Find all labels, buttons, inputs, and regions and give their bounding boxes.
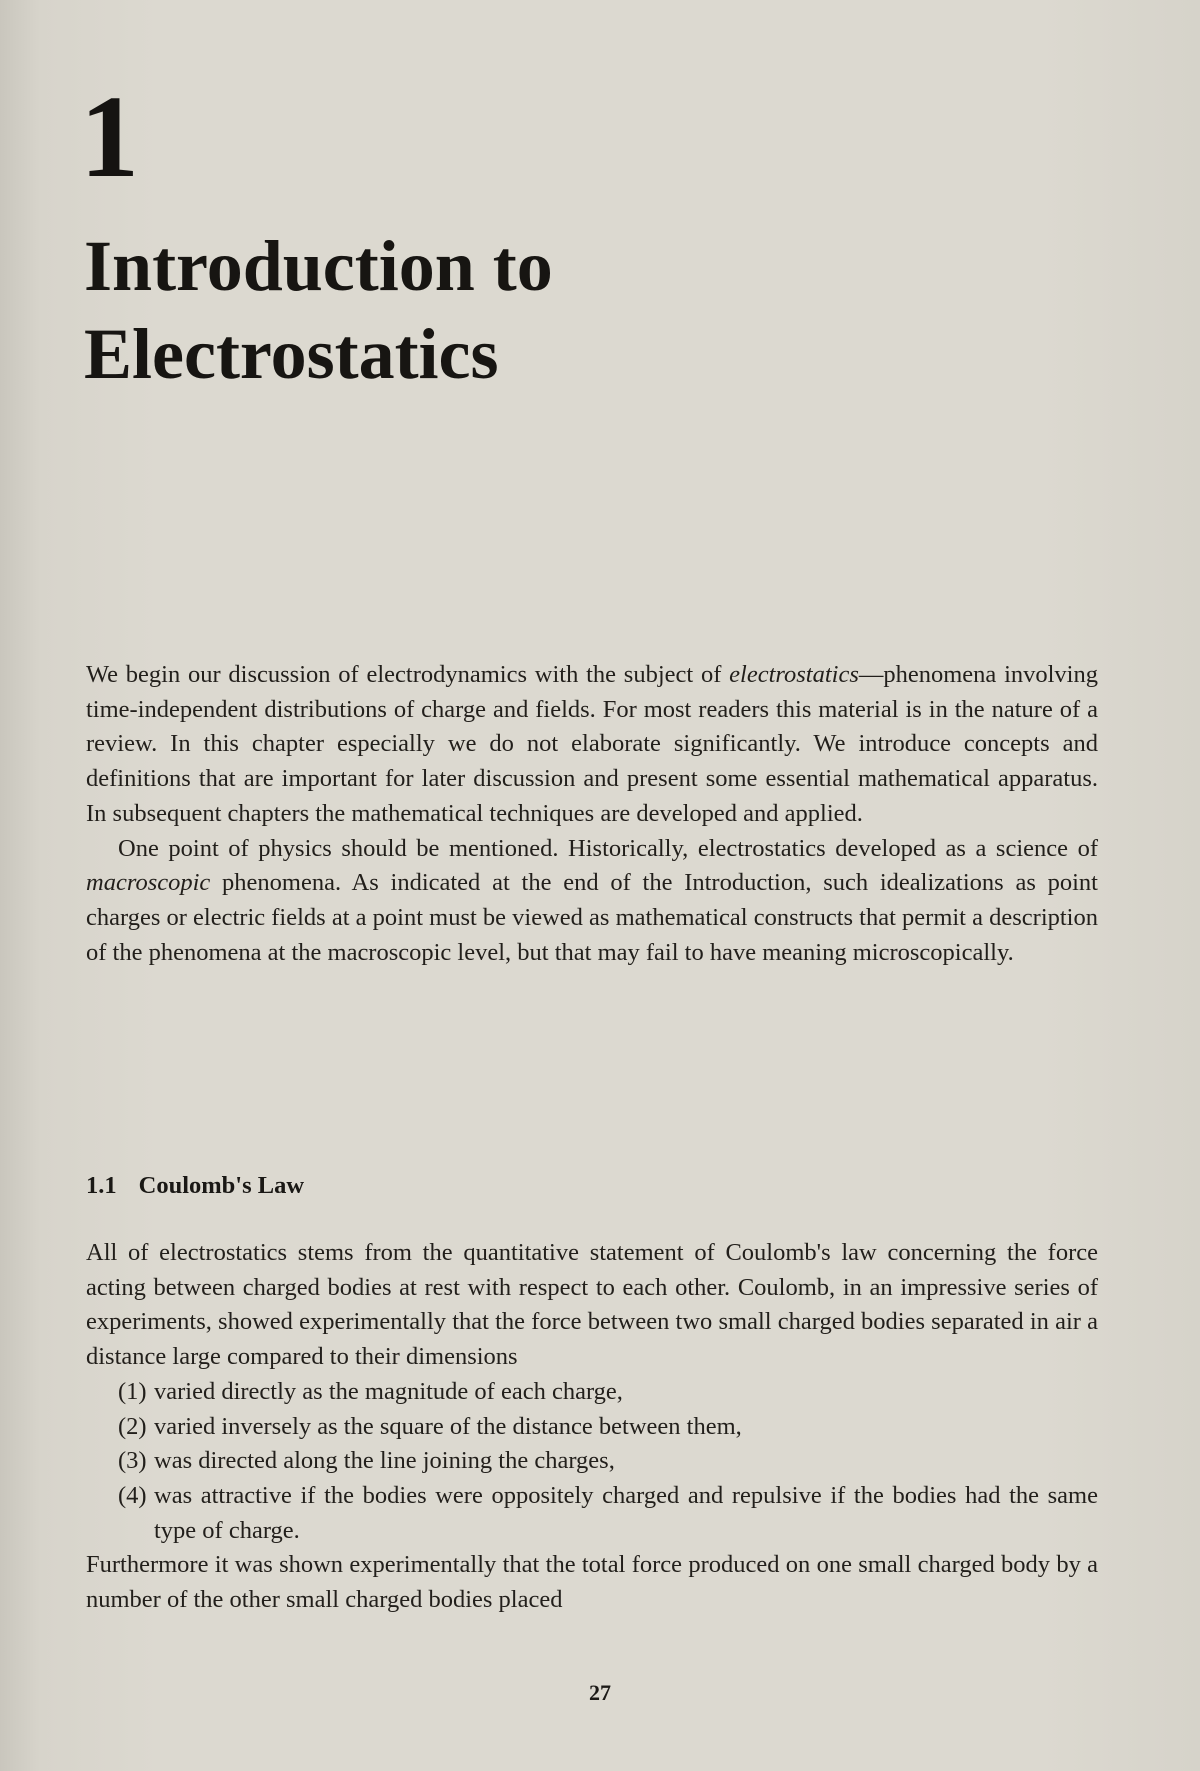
intro-p2-italic-term: macroscopic: [86, 869, 211, 897]
intro-paragraph-1: [86, 658, 1098, 832]
intro-p1-italic-term: electrostatics: [729, 661, 859, 688]
intro-p1-text-end: —phenomena involving time-independent distributions of charge and fields. For most readers this material is in the nature of a review. In this chapter especially we do not elaborate significantly. We introduce concepts and definitions that are important for later discussion and present some essential mathematical apparatus. In subsequent chapters the mathematical techniques are developed and applied.: [86, 661, 1098, 827]
list-item-text: varied directly as the magnitude of each charge,: [154, 1377, 623, 1405]
intro-p2-text-end: phenomena. As indicated at the end of the Introduction, such idealizations as point charges or electric fields at a point must be viewed as mathematical constructs that permit a description of the phenomena at the macroscopic level, but that may fail to have meaning microscopically.: [86, 869, 1098, 966]
chapter-number: 1: [80, 71, 139, 202]
page-number: 27: [589, 1680, 611, 1705]
continuation-paragraph: Furthermore it was shown experimentally that the total force produced on one small charged body by a number of the other small charged bodies placed: [86, 1551, 1098, 1614]
intro-p2-text-start: One point of physics should be mentioned. Historically, electrostatics developed as a science of: [118, 834, 1098, 862]
chapter-title-line-1: Introduction to: [84, 226, 553, 306]
list-item: [86, 1479, 1098, 1548]
list-item-marker: (4): [118, 1481, 147, 1509]
list-item-marker: (1): [118, 1377, 147, 1405]
list-item: [86, 1444, 1098, 1479]
list-item-marker: (3): [118, 1447, 147, 1475]
list-item: [86, 1375, 1098, 1410]
list-item: [86, 1410, 1098, 1445]
list-item-text: varied inversely as the square of the distance between them,: [154, 1412, 742, 1440]
list-item-text: was directed along the line joining the charges,: [154, 1447, 615, 1475]
intro-paragraph-2: [86, 832, 1098, 971]
intro-p1-text-start: We begin our discussion of electrodynamics with the subject of: [86, 661, 730, 688]
section-lead-paragraph: All of electrostatics stems from the quantitative statement of Coulomb's law concerning the force acting between charged bodies at rest with respect to each other. Coulomb, in an impressive series of experiments, showed experimentally that the force between two small charged bodies separated in air a distance large compared to their dimensions: [86, 1239, 1098, 1371]
intro-text: [86, 658, 1098, 970]
chapter-title: [84, 222, 984, 398]
section-title: Coulomb's Law: [138, 1172, 305, 1199]
coulomb-law-list: [86, 1375, 1098, 1549]
list-item-marker: (2): [118, 1412, 147, 1440]
section-body: [86, 1236, 1098, 1618]
section-heading: [86, 1172, 304, 1200]
chapter-title-line-2: Electrostatics: [84, 314, 499, 394]
section-number: 1.1: [86, 1172, 117, 1199]
list-item-text: was attractive if the bodies were oppositely charged and repulsive if the bodies had the same type of charge.: [154, 1481, 1098, 1544]
